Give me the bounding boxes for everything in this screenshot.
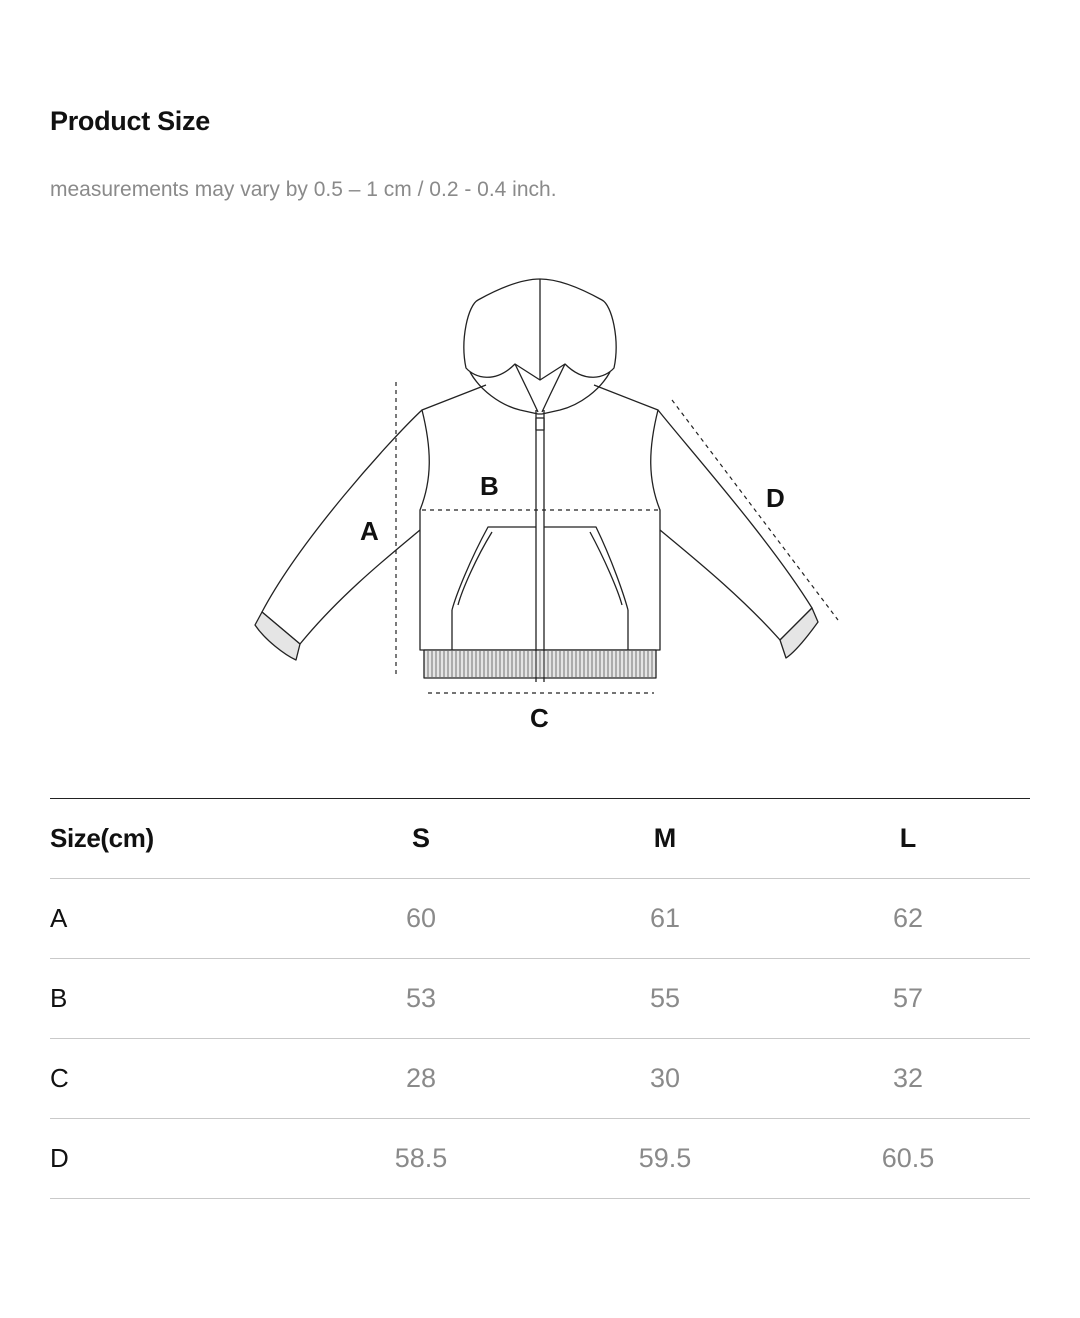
size-table-header [50, 799, 1030, 879]
measurement-note: measurements may vary by 0.5 – 1 cm / 0.2 - 0.4 inch. [50, 178, 557, 201]
label-c: C [530, 703, 549, 733]
measure-d-line [672, 400, 838, 620]
row-label: C [50, 1063, 69, 1093]
row-label: A [50, 903, 68, 933]
table-cell: 28 [405, 1063, 437, 1093]
table-cell: 60 [405, 903, 437, 933]
label-b: B [480, 471, 499, 501]
right-cuff [780, 608, 818, 658]
row-label: D [50, 1143, 69, 1173]
left-cuff [255, 612, 300, 660]
table-cell: 55 [649, 983, 681, 1013]
table-row [50, 1039, 1030, 1119]
size-col-s: S [411, 823, 430, 853]
row-label: B [50, 983, 68, 1013]
left-sleeve [262, 410, 422, 644]
table-cell: 32 [892, 1063, 924, 1093]
size-col-l: L [899, 823, 917, 853]
right-sleeve [658, 410, 812, 640]
table-row [50, 1119, 1030, 1199]
kangaroo-pocket [452, 527, 628, 610]
page-title: Product Size [50, 106, 210, 136]
size-col-m: M [653, 823, 677, 853]
table-cell: 59.5 [638, 1143, 692, 1173]
table-cell: 53 [405, 983, 437, 1013]
table-cell: 57 [892, 983, 924, 1013]
measurement-lines [396, 382, 838, 693]
label-d: D [766, 483, 785, 513]
size-table [50, 798, 1030, 1199]
table-cell: 61 [649, 903, 681, 933]
table-cell: 58.5 [394, 1143, 448, 1173]
size-header-label: Size(cm) [50, 823, 154, 853]
table-row [50, 959, 1030, 1039]
label-a: A [360, 516, 379, 546]
table-cell: 30 [649, 1063, 681, 1093]
table-cell: 62 [892, 903, 924, 933]
hoodie-illustration [255, 279, 818, 682]
table-row [50, 879, 1030, 959]
table-cell: 60.5 [881, 1143, 935, 1173]
